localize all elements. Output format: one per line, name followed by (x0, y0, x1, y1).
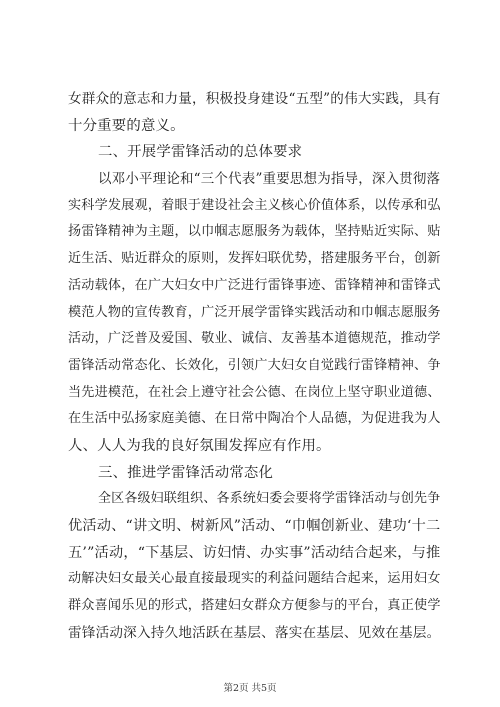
text-line: 优活动、“讲文明、树新风”活动、“巾帼创新业、建功‘十二 (68, 518, 441, 534)
text-line: 人、人人为我的良好氛围发挥应有作用。 (68, 437, 331, 454)
text-line: 扬雷锋精神为主题，以巾帼志愿服务为载体，坚持贴近实际、贴 (68, 224, 441, 240)
text-line: 模范人物的宣传教育，广泛开展学雷锋实践活动和巾帼志愿服务 (68, 304, 441, 320)
section-heading: 三、推进学雷锋活动常态化 (98, 464, 274, 481)
text-line: 实科学发展观，着眼于建设社会主义核心价值体系，以传承和弘 (68, 197, 441, 213)
text-line: 活动，广泛普及爱国、敬业、诚信、友善基本道德规范，推动学 (68, 331, 441, 347)
section-heading: 二、开展学雷锋活动的总体要求 (98, 144, 303, 161)
text-line: 十分重要的意义。 (68, 117, 185, 134)
text-line: 女群众的意志和力量，积极投身建设“五型”的伟大实践，具有 (68, 91, 441, 107)
text-line: 动解决妇女最关心最直接最现实的利益问题结合起来，运用妇女 (68, 571, 441, 587)
text-line: 活动载体，在广大妇女中广泛进行雷锋事迹、雷锋精神和雷锋式 (68, 277, 441, 293)
document-body (68, 86, 440, 646)
text-line: 五’”活动，“下基层、访妇情、办实事”活动结合起来，与推 (68, 544, 441, 561)
text-line: 雷锋活动深入持久地活跃在基层、落实在基层、见效在基层。 (68, 624, 441, 641)
text-line: 全区各级妇联组织、各系统妇委会要将学雷锋活动与创先争 (98, 491, 441, 507)
text-line: 雷锋活动常态化、长效化，引领广大妇女自觉践行雷锋精神、争 (68, 357, 441, 373)
page-number-footer: 第2页 共5页 (223, 683, 277, 694)
text-line: 当先进模范，在社会上遵守社会公德、在岗位上坚守职业道德、 (68, 384, 441, 400)
text-line: 以邓小平理论和“三个代表”重要思想为指导，深入贯彻落 (98, 171, 441, 188)
text-line: 近生活、贴近群众的原则，发挥妇联优势，搭建服务平台，创新 (68, 251, 441, 267)
text-line: 在生活中弘扬家庭美德、在日常中陶冶个人品德，为促进我为人 (68, 411, 441, 427)
text-line: 群众喜闻乐见的形式，搭建妇女群众方便参与的平台，真正使学 (68, 598, 441, 614)
